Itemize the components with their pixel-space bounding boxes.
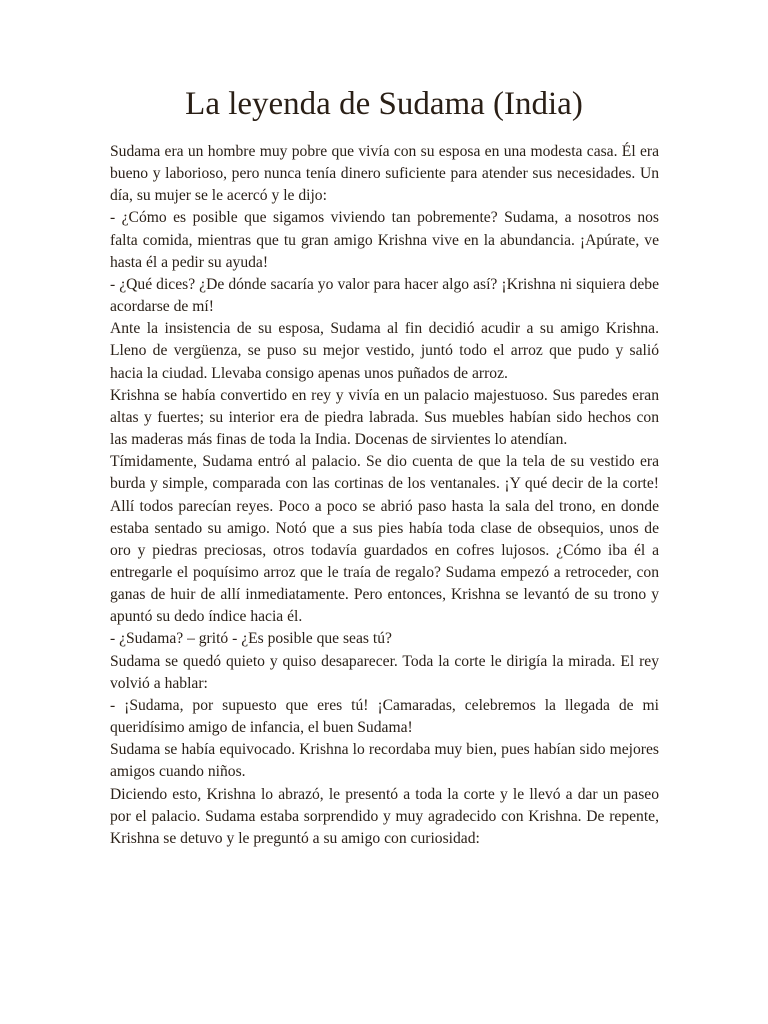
dialogue-paragraph: - ¿Sudama? – gritó - ¿Es posible que seas tú? <box>110 630 392 648</box>
paragraph: Sudama se quedó quieto y quiso desaparecer. Toda la corte le dirigía la mirada. El rey volvió a hablar: <box>110 652 659 692</box>
paragraph: Sudama era un hombre muy pobre que vivía con su esposa en una modesta casa. Él era bueno y laborioso, pero nunca tenía dinero suficiente para atender sus necesidades. Un día, su mujer se le acercó y le dijo: <box>110 143 659 205</box>
paragraph: Ante la insistencia de su esposa, Sudama al fin decidió acudir a su amigo Krishna. Lleno de vergüenza, se puso su mejor vestido, juntó todo el arroz que pudo y salió hacia la ciudad. Llevaba consigo apenas unos puñados de arroz. <box>110 320 659 382</box>
paragraph: Sudama se había equivocado. Krishna lo recordaba muy bien, pues habían sido mejores amigos cuando niños. <box>110 741 659 781</box>
paragraph: Tímidamente, Sudama entró al palacio. Se dio cuenta de que la tela de su vestido era burda y simple, comparada con las cortinas de los ventanales. ¡Y qué decir de la corte! Allí todos parecían reyes. Poco a poco se abrió paso hasta la sala del trono, en donde estaba sentado su amigo. Notó que a sus pies había toda clase de obsequios, unos de oro y piedras preciosas, otros todavía guardados en cofres lujosos. ¿Cómo iba él a entregarle el poquísimo arroz que le traía de regalo? Sudama empezó a retroceder, con ganas de huir de allí inmediatamente. Pero entonces, Krishna se levantó de su trono y apuntó su dedo índice hacia él. <box>110 453 659 626</box>
dialogue-paragraph: - ¡Sudama, por supuesto que eres tú! ¡Camaradas, celebremos la llegada de mi queridísimo amigo de infancia, el buen Sudama! <box>110 696 659 737</box>
page-title: La leyenda de Sudama (India) <box>185 86 583 122</box>
story-body <box>110 141 659 850</box>
dialogue-paragraph: - ¿Qué dices? ¿De dónde sacaría yo valor para hacer algo así? ¡Krishna ni siquiera debe acordarse de mí! <box>110 275 659 316</box>
paragraph: Diciendo esto, Krishna lo abrazó, le presentó a toda la corte y le llevó a dar un paseo por el palacio. Sudama estaba sorprendido y muy agradecido con Krishna. De repente, Krishna se detuvo y le preguntó a su amigo con curiosidad: <box>110 785 659 847</box>
paragraph: Krishna se había convertido en rey y vivía en un palacio majestuoso. Sus paredes eran altas y fuertes; su interior era de piedra labrada. Sus muebles habían sido hechos con las maderas más finas de toda la India. Docenas de sirvientes lo atendían. <box>110 386 659 449</box>
dialogue-paragraph: - ¿Cómo es posible que sigamos viviendo tan pobremente? Sudama, a nosotros nos falta comida, mientras que tu gran amigo Krishna vive en la abundancia. ¡Apúrate, ve hasta él a pedir su ayuda! <box>110 209 659 271</box>
